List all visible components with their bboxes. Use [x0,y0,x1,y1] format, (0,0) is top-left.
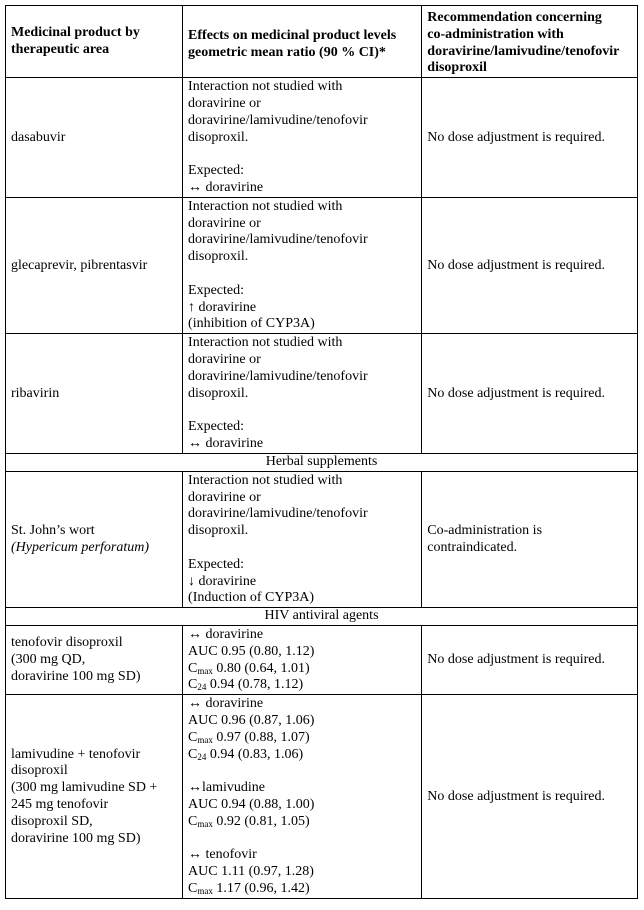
section-row-hiv [6,608,638,626]
table-row [6,334,638,454]
table-row [6,197,638,333]
cmax-value: Cmax 1.17 (0.96, 1.42) [188,881,310,897]
c24-value: C24 0.94 (0.78, 1.12) [188,677,304,693]
table-row [6,695,638,899]
table-row [6,626,638,695]
table-row [6,471,638,607]
drug-name-dasabuvir: dasabuvir [6,78,183,198]
effect-cell: Interaction not studied with doravirine or doravirine/lamivudine/tenofovir disoproxil. Expected: ↑ doravirine (inhibition of CYP3A) [183,197,422,333]
interaction-table-page [5,5,638,899]
drug-name-ribavirin: ribavirin [6,334,183,454]
effect-cell: Interaction not studied with doravirine or doravirine/lamivudine/tenofovir disoproxil. Expected: ↓ doravirine (Induction of CYP3A) [183,471,422,607]
drug-name-glecaprevir: glecaprevir, pibrentasvir [6,197,183,333]
recommendation-cell: No dose adjustment is required. [422,626,638,695]
drug-name-lamivudine-tenofovir: lamivudine + tenofovir disoproxil (300 mg lamivudine SD + 245 mg tenofovir disoproxil SD, doravirine 100 mg SD) [6,695,183,899]
cmax-value: Cmax 0.80 (0.64, 1.01) [188,660,310,676]
drug-name-st-johns-wort: St. John’s wort (Hypericum perforatum) [6,471,183,607]
cmax-value: Cmax 0.92 (0.81, 1.05) [188,813,310,829]
effect-cell: Interaction not studied with doravirine or doravirine/lamivudine/tenofovir disoproxil. Expected: ↔ doravirine [183,334,422,454]
drug-name-tenofovir-disoproxil: tenofovir disoproxil (300 mg QD, doravirine 100 mg SD) [6,626,183,695]
recommendation-cell: Co-administration is contraindicated. [422,471,638,607]
c24-value: C24 0.94 (0.83, 1.06) [188,746,304,762]
cmax-value: Cmax 0.97 (0.88, 1.07) [188,729,310,745]
effect-cell: Interaction not studied with doravirine or doravirine/lamivudine/tenofovir disoproxil. Expected: ↔ doravirine [183,78,422,198]
header-medicinal-product: Medicinal product by therapeutic area [6,6,183,78]
effect-cell: ↔ doravirine AUC 0.96 (0.87, 1.06) Cmax 0.97 (0.88, 1.07) C24 0.94 (0.83, 1.06) ↔lamivudine AUC 0.94 (0.88, 1.00) Cmax 0.92 (0.81, 1.05) ↔ tenofovir AUC 1.11 (0.97, 1.28) Cmax 1.17 (0.96, 1.42) [183,695,422,899]
table-row [6,78,638,198]
recommendation-cell: No dose adjustment is required. [422,197,638,333]
header-effects: Effects on medicinal product levels geometric mean ratio (90 % CI)* [183,6,422,78]
section-heading-hiv: HIV antiviral agents [6,608,638,626]
section-row-herbal [6,453,638,471]
section-heading-herbal: Herbal supplements [6,453,638,471]
recommendation-cell: No dose adjustment is required. [422,78,638,198]
drug-interaction-table [5,5,638,899]
header-recommendation: Recommendation concerning co-administration with doravirine/lamivudine/tenofovir disoproxil [422,6,638,78]
effect-cell: ↔ doravirine AUC 0.95 (0.80, 1.12) Cmax 0.80 (0.64, 1.01) C24 0.94 (0.78, 1.12) [183,626,422,695]
recommendation-cell: No dose adjustment is required. [422,695,638,899]
table-header-row [6,6,638,78]
recommendation-cell: No dose adjustment is required. [422,334,638,454]
